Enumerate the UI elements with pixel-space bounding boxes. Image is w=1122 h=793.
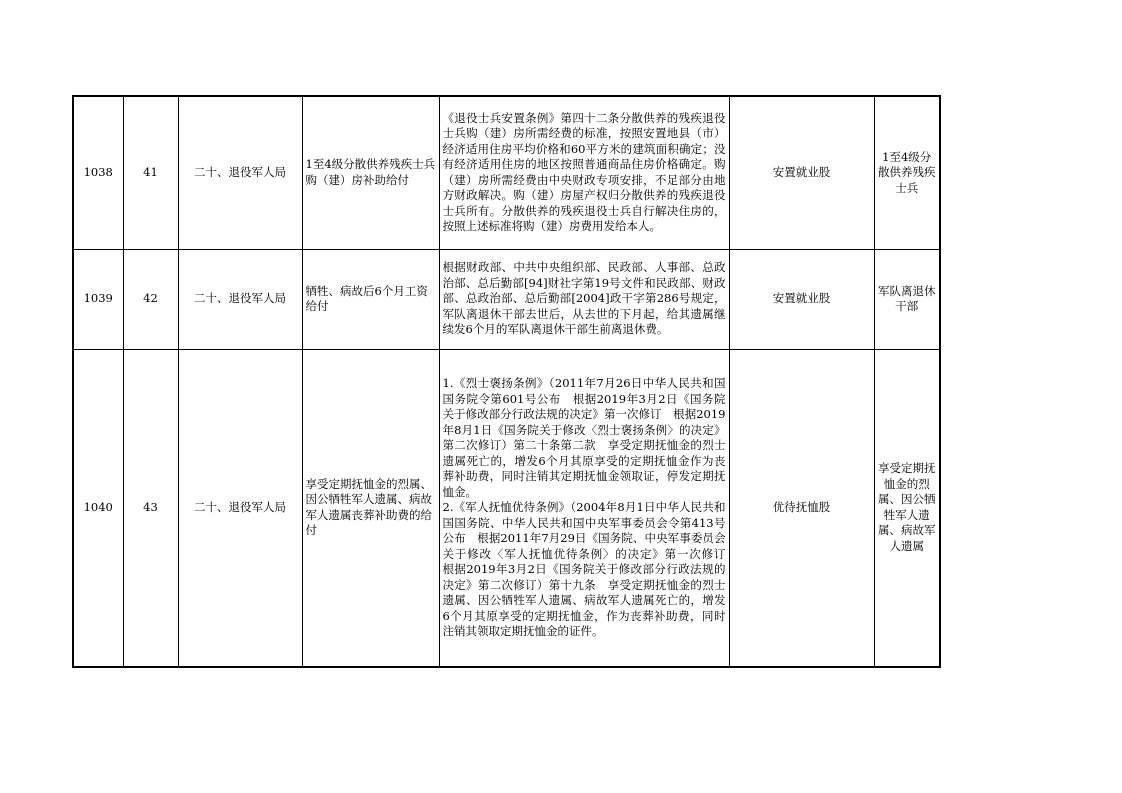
row-office: 安置就业股 bbox=[729, 96, 874, 249]
table-row bbox=[73, 349, 940, 667]
row-office: 安置就业股 bbox=[729, 249, 874, 349]
row-number: 42 bbox=[123, 249, 178, 349]
row-number: 41 bbox=[123, 96, 178, 249]
row-office: 优待抚恤股 bbox=[729, 349, 874, 667]
row-legal-basis bbox=[439, 96, 729, 249]
row-item-name: 享受定期抚恤金的烈属、因公牺牲军人遗属、病故军人遗属丧葬补助费的给付 bbox=[302, 349, 439, 667]
document-table bbox=[72, 95, 941, 668]
row-seq: 1038 bbox=[73, 96, 123, 249]
row-department: 二十、退役军人局 bbox=[178, 349, 302, 667]
row-item-name: 1至4级分散供养残疾士兵购（建）房补助给付 bbox=[302, 96, 439, 249]
row-department: 二十、退役军人局 bbox=[178, 96, 302, 249]
row-department: 二十、退役军人局 bbox=[178, 249, 302, 349]
row-number: 43 bbox=[123, 349, 178, 667]
row-legal-basis bbox=[439, 349, 737, 667]
row-target: 1至4级分散供养残疾士兵 bbox=[874, 96, 940, 249]
basis-paragraph: 2.《军人抚恤优待条例》（2004年8月1日中华人民共和国国务院、中华人民共和国中央军事委员会令第413号公布 根据2011年7月29日《国务院、中央军事委员会关于修改〈军人抚恤优待条例〉的决定》第一次修订 根据2019年3月2日《国务院关于修改部分行政法规的决定》第二次修订）第十九条 享受定期抚恤金的烈士遗属、因公牺牲军人遗属、病故军人遗属死亡的，增发6个月其原享受的定期抚恤金，作为丧葬补助费，同时注销其领取定期抚恤金的证件。 bbox=[442, 500, 737, 638]
table-row bbox=[73, 96, 940, 249]
table-row bbox=[73, 249, 940, 349]
basis-paragraph: 1.《烈士褒扬条例》（2011年7月26日中华人民共和国国务院令第601号公布 根据2019年3月2日《国务院关于修改部分行政法规的决定》第一次修订 根据2019年8月1日《国务院关于修改〈烈士褒扬条例〉的决定》第二次修订）第二十条第二款 享受定期抚恤金的烈士遗属死亡的，增发6个月其原享受的定期抚恤金作为丧葬补助费，同时注销其定期抚恤金领取证，停发定期抚恤金。 bbox=[442, 376, 726, 499]
row-target: 军队离退休干部 bbox=[874, 249, 940, 349]
basis-paragraph: 《退役士兵安置条例》第四十二条分散供养的残疾退役士兵购（建）房所需经费的标准，按照安置地县（市）经济适用住房平均价格和60平方米的建筑面积确定；没有经济适用住房的地区按照普通商品住房价格确定。购（建）房所需经费由中央财政专项安排，不足部分由地方财政解决。购（建）房屋产权归分散供养的残疾退役士兵所有。分散供养的残疾退役士兵自行解决住房的，按照上述标准将购（建）房费用发给本人。 bbox=[442, 110, 726, 234]
row-item-name: 牺牲、病故后6个月工资给付 bbox=[302, 249, 439, 349]
row-seq: 1040 bbox=[73, 349, 123, 667]
row-legal-basis bbox=[439, 249, 729, 349]
basis-paragraph: 根据财政部、中共中央组织部、民政部、人事部、总政治部、总后勤部[94]财社字第19号文件和民政部、财政部、总政治部、总后勤部[2004]政干字第286号规定，军队离退休干部去世后，从去世的下月起，给其遗属继续发6个月的军队离退休干部生前离退休费。 bbox=[442, 260, 726, 337]
row-seq: 1039 bbox=[73, 249, 123, 349]
row-target: 享受定期抚恤金的烈属、因公牺牲军人遗属、病故军人遗属 bbox=[874, 349, 940, 667]
